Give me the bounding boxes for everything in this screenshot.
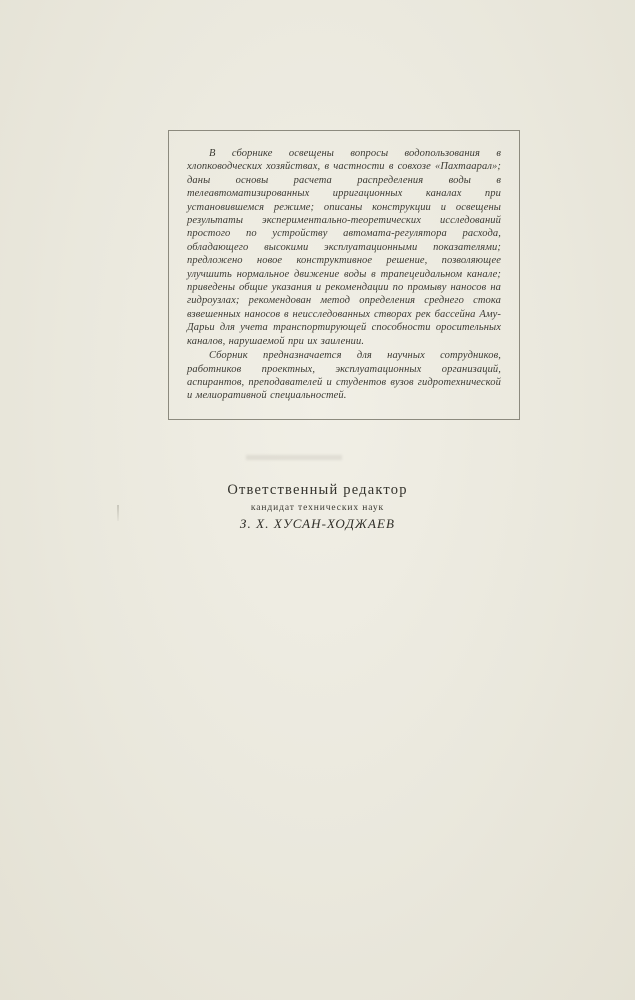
editor-name: З. Х. ХУСАН-ХОДЖАЕВ	[239, 516, 396, 531]
editor-role-label: Ответственный редактор	[227, 482, 408, 498]
abstract-box	[168, 130, 520, 420]
editor-degree-label: кандидат технических наук	[250, 503, 385, 513]
abstract-paragraph-1: В сборнике освещены вопросы водопользования в хлопководческих хозяйствах, в частности в совхозе «Пахтаарал»; даны основы расчета распределения воды в телеавтоматизированных ирригационных каналах при установившемся режиме; описаны конструкции и освещены результаты экспериментально-теоретических исследований простого по устройству автомата-регулятора расхода, обладающего высокими эксплуатационными показателями; предложено новое конструктивное решение, позволяющее улучшить нормальное движение воды в трапецеидальном канале; приведены общие указания и рекомендации по промыву наносов на гидроузлах; рекомендован метод определения среднего стока взвешенных наносов в неисследованных створах рек бассейна Аму-Дарьи для учета транспортирующей способности оросительных каналов, нарушаемой при их заилении.	[187, 148, 501, 347]
abstract-paragraph-2: Сборник предназначается для научных сотрудников, работников проектных, эксплуатационных организаций, аспирантов, преподавателей и студентов вузов гидротехнической и мелиоративной специальностей.	[187, 350, 501, 402]
editor-block	[0, 482, 635, 532]
scan-smudge	[246, 455, 342, 460]
